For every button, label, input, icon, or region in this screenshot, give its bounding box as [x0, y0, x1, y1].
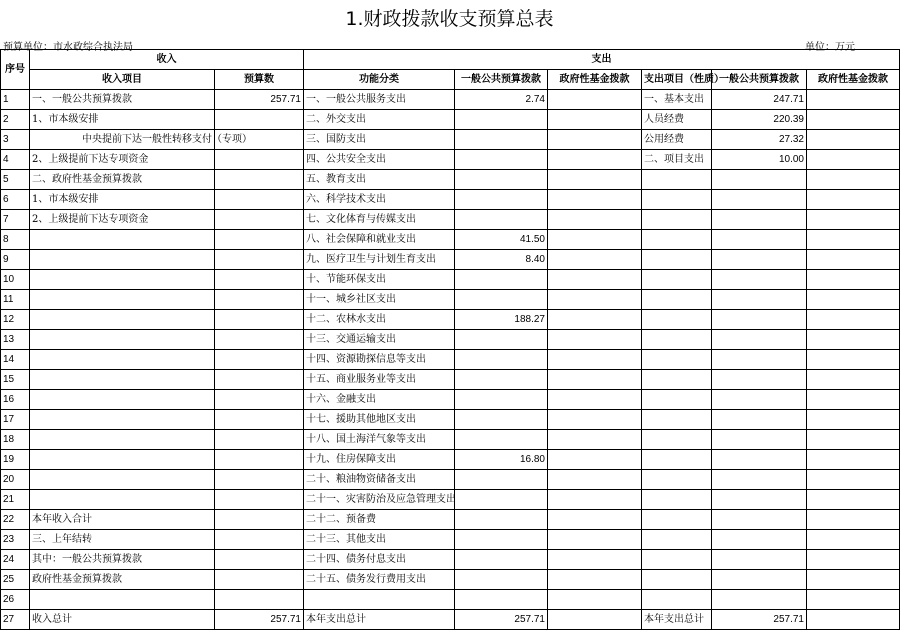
general-public-amount-2-cell: [712, 550, 807, 570]
gov-fund-amount-2-cell: [807, 470, 900, 490]
general-public-amount-cell: [455, 490, 548, 510]
func-class-cell: 十三、交通运输支出: [304, 330, 455, 350]
income-item-cell: [30, 290, 215, 310]
general-public-amount-cell: [455, 470, 548, 490]
income-amount-cell: [215, 450, 304, 470]
income-item-cell: [30, 350, 215, 370]
row-seq-cell: 17: [1, 410, 30, 430]
income-item-cell: [30, 590, 215, 610]
table-row: [1, 230, 900, 250]
budget-summary-table: [0, 49, 900, 630]
row-seq-cell: 16: [1, 390, 30, 410]
general-public-amount-cell: [455, 210, 548, 230]
income-item-cell: [30, 470, 215, 490]
func-class-cell: 二十五、债务发行费用支出: [304, 570, 455, 590]
table-row: [1, 450, 900, 470]
exp-item-cell: [642, 250, 712, 270]
table-row: [1, 550, 900, 570]
gov-fund-amount-2-cell: [807, 450, 900, 470]
table-row: [1, 90, 900, 110]
row-seq-cell: 14: [1, 350, 30, 370]
gov-fund-amount-cell: [548, 510, 642, 530]
income-amount-cell: [215, 270, 304, 290]
general-public-amount-2-cell: [712, 490, 807, 510]
gov-fund-amount-2-cell: [807, 530, 900, 550]
general-public-amount-cell: 257.71: [455, 610, 548, 630]
general-public-amount-2-cell: 247.71: [712, 90, 807, 110]
income-item-cell: [30, 250, 215, 270]
general-public-amount-2-cell: [712, 450, 807, 470]
table-row: [1, 610, 900, 630]
gov-fund-amount-cell: [548, 270, 642, 290]
gov-fund-amount-cell: [548, 150, 642, 170]
row-seq-cell: 18: [1, 430, 30, 450]
general-public-amount-2-cell: 257.71: [712, 610, 807, 630]
exp-item-cell: 二、项目支出: [642, 150, 712, 170]
header-gov-fund-2: 政府性基金拨款: [807, 70, 900, 90]
row-seq-cell: 26: [1, 590, 30, 610]
income-item-cell: [30, 410, 215, 430]
gov-fund-amount-cell: [548, 530, 642, 550]
row-seq-cell: 19: [1, 450, 30, 470]
func-class-cell: 十九、住房保障支出: [304, 450, 455, 470]
income-item-cell: 三、上年结转: [30, 530, 215, 550]
income-item-cell: [30, 390, 215, 410]
row-seq-cell: 11: [1, 290, 30, 310]
gov-fund-amount-2-cell: [807, 410, 900, 430]
general-public-amount-2-cell: [712, 190, 807, 210]
gov-fund-amount-2-cell: [807, 550, 900, 570]
general-public-amount-cell: [455, 330, 548, 350]
func-class-cell: 二十二、预备费: [304, 510, 455, 530]
general-public-amount-cell: [455, 430, 548, 450]
gov-fund-amount-cell: [548, 330, 642, 350]
general-public-amount-2-cell: 27.32: [712, 130, 807, 150]
exp-item-cell: [642, 210, 712, 230]
func-class-cell: 十五、商业服务业等支出: [304, 370, 455, 390]
general-public-amount-cell: [455, 530, 548, 550]
row-seq-cell: 24: [1, 550, 30, 570]
general-public-amount-cell: [455, 150, 548, 170]
row-seq-cell: 23: [1, 530, 30, 550]
func-class-cell: 二、外交支出: [304, 110, 455, 130]
func-class-cell: 六、科学技术支出: [304, 190, 455, 210]
income-item-cell: 本年收入合计: [30, 510, 215, 530]
table-row: [1, 130, 900, 150]
gov-fund-amount-cell: [548, 490, 642, 510]
income-item-cell: 2、上级提前下达专项资金: [30, 150, 215, 170]
table-row: [1, 490, 900, 510]
header-budget: 预算数: [215, 70, 304, 90]
table-row: [1, 530, 900, 550]
income-item-cell: [30, 270, 215, 290]
func-class-cell: 九、医疗卫生与计划生育支出: [304, 250, 455, 270]
budget-unit-label: 预算单位：市水政综合执法局: [3, 42, 133, 53]
row-seq-cell: 20: [1, 470, 30, 490]
exp-item-cell: [642, 390, 712, 410]
gov-fund-amount-2-cell: [807, 490, 900, 510]
income-amount-cell: [215, 510, 304, 530]
func-class-cell: 二十一、灾害防治及应急管理支出: [304, 490, 455, 510]
general-public-amount-2-cell: [712, 270, 807, 290]
general-public-amount-cell: [455, 570, 548, 590]
gov-fund-amount-cell: [548, 230, 642, 250]
income-amount-cell: [215, 550, 304, 570]
gov-fund-amount-cell: [548, 190, 642, 210]
gov-fund-amount-cell: [548, 390, 642, 410]
general-public-amount-2-cell: [712, 210, 807, 230]
income-amount-cell: [215, 290, 304, 310]
table-row: [1, 470, 900, 490]
general-public-amount-cell: [455, 390, 548, 410]
income-item-cell: [30, 450, 215, 470]
gov-fund-amount-cell: [548, 430, 642, 450]
gov-fund-amount-cell: [548, 90, 642, 110]
income-amount-cell: [215, 410, 304, 430]
exp-item-cell: [642, 310, 712, 330]
header-gov-fund: 政府性基金拨款: [548, 70, 642, 90]
income-item-cell: 收入总计: [30, 610, 215, 630]
general-public-amount-2-cell: [712, 510, 807, 530]
gov-fund-amount-2-cell: [807, 610, 900, 630]
gov-fund-amount-cell: [548, 610, 642, 630]
table-row: [1, 210, 900, 230]
gov-fund-amount-2-cell: [807, 510, 900, 530]
table-row: [1, 370, 900, 390]
exp-item-cell: [642, 170, 712, 190]
exp-item-cell: [642, 590, 712, 610]
gov-fund-amount-2-cell: [807, 230, 900, 250]
func-class-cell: 本年支出总计: [304, 610, 455, 630]
table-row: [1, 110, 900, 130]
func-class-cell: 十、节能环保支出: [304, 270, 455, 290]
gov-fund-amount-2-cell: [807, 130, 900, 150]
exp-item-cell: [642, 430, 712, 450]
func-class-cell: 四、公共安全支出: [304, 150, 455, 170]
func-class-cell: 二十、粮油物资储备支出: [304, 470, 455, 490]
gov-fund-amount-2-cell: [807, 350, 900, 370]
header-income-item: 收入项目: [30, 70, 215, 90]
func-class-cell: 十七、援助其他地区支出: [304, 410, 455, 430]
row-seq-cell: 6: [1, 190, 30, 210]
gov-fund-amount-cell: [548, 590, 642, 610]
row-seq-cell: 8: [1, 230, 30, 250]
general-public-amount-cell: [455, 350, 548, 370]
income-amount-cell: [215, 210, 304, 230]
income-amount-cell: [215, 370, 304, 390]
income-amount-cell: [215, 470, 304, 490]
general-public-amount-cell: [455, 410, 548, 430]
general-public-amount-cell: 41.50: [455, 230, 548, 250]
table-row: [1, 150, 900, 170]
gov-fund-amount-cell: [548, 370, 642, 390]
table-row: [1, 270, 900, 290]
income-amount-cell: [215, 110, 304, 130]
table-row: [1, 410, 900, 430]
func-class-cell: 二十四、债务付息支出: [304, 550, 455, 570]
func-class-cell: 五、教育支出: [304, 170, 455, 190]
income-item-cell: [30, 230, 215, 250]
header-expense: 支出: [304, 50, 900, 70]
exp-item-cell: [642, 550, 712, 570]
general-public-amount-cell: [455, 510, 548, 530]
func-class-cell: 二十三、其他支出: [304, 530, 455, 550]
exp-item-cell: [642, 350, 712, 370]
general-public-amount-2-cell: [712, 410, 807, 430]
general-public-amount-cell: 188.27: [455, 310, 548, 330]
general-public-amount-2-cell: [712, 350, 807, 370]
general-public-amount-2-cell: [712, 330, 807, 350]
general-public-amount-cell: [455, 290, 548, 310]
income-amount-cell: [215, 230, 304, 250]
row-seq-cell: 4: [1, 150, 30, 170]
exp-item-cell: [642, 330, 712, 350]
exp-item-cell: [642, 190, 712, 210]
table-row: [1, 250, 900, 270]
exp-item-cell: 本年支出总计: [642, 610, 712, 630]
gov-fund-amount-2-cell: [807, 210, 900, 230]
income-item-cell: 其中：一般公共预算拨款: [30, 550, 215, 570]
exp-item-cell: [642, 490, 712, 510]
gov-fund-amount-cell: [548, 550, 642, 570]
header-exp-item: 支出项目（性质）: [642, 70, 712, 90]
general-public-amount-cell: [455, 370, 548, 390]
header-seq: 序号: [1, 50, 30, 90]
row-seq-cell: 7: [1, 210, 30, 230]
general-public-amount-cell: 16.80: [455, 450, 548, 470]
header-general-public-2: 一般公共预算拨款: [712, 70, 807, 90]
gov-fund-amount-2-cell: [807, 570, 900, 590]
exp-item-cell: [642, 270, 712, 290]
gov-fund-amount-cell: [548, 290, 642, 310]
gov-fund-amount-cell: [548, 130, 642, 150]
gov-fund-amount-cell: [548, 470, 642, 490]
gov-fund-amount-2-cell: [807, 110, 900, 130]
func-class-cell: 三、国防支出: [304, 130, 455, 150]
gov-fund-amount-cell: [548, 410, 642, 430]
income-item-cell: [30, 490, 215, 510]
gov-fund-amount-2-cell: [807, 330, 900, 350]
func-class-cell: 一、一般公共服务支出: [304, 90, 455, 110]
general-public-amount-cell: [455, 590, 548, 610]
exp-item-cell: 公用经费: [642, 130, 712, 150]
income-item-cell: 2、上级提前下达专项资金: [30, 210, 215, 230]
income-amount-cell: [215, 170, 304, 190]
func-class-cell: 七、文化体育与传媒支出: [304, 210, 455, 230]
general-public-amount-cell: 8.40: [455, 250, 548, 270]
gov-fund-amount-cell: [548, 250, 642, 270]
income-amount-cell: [215, 430, 304, 450]
page-title: 1.财政拨款收支预算总表: [345, 8, 554, 30]
func-class-cell: 十一、城乡社区支出: [304, 290, 455, 310]
general-public-amount-2-cell: 220.39: [712, 110, 807, 130]
general-public-amount-2-cell: [712, 230, 807, 250]
func-class-cell: [304, 590, 455, 610]
exp-item-cell: [642, 470, 712, 490]
exp-item-cell: [642, 450, 712, 470]
general-public-amount-cell: [455, 170, 548, 190]
income-amount-cell: [215, 530, 304, 550]
income-amount-cell: [215, 310, 304, 330]
general-public-amount-2-cell: [712, 290, 807, 310]
exp-item-cell: 一、基本支出: [642, 90, 712, 110]
row-seq-cell: 3: [1, 130, 30, 150]
gov-fund-amount-2-cell: [807, 310, 900, 330]
currency-unit-label: 单位：万元: [805, 42, 855, 53]
gov-fund-amount-2-cell: [807, 270, 900, 290]
general-public-amount-2-cell: [712, 570, 807, 590]
table-row: [1, 510, 900, 530]
row-seq-cell: 25: [1, 570, 30, 590]
header-income: 收入: [30, 50, 304, 70]
func-class-cell: 十六、金融支出: [304, 390, 455, 410]
general-public-amount-2-cell: [712, 590, 807, 610]
gov-fund-amount-2-cell: [807, 430, 900, 450]
income-item-cell: [30, 330, 215, 350]
gov-fund-amount-2-cell: [807, 250, 900, 270]
income-amount-cell: [215, 150, 304, 170]
func-class-cell: 十四、资源勘探信息等支出: [304, 350, 455, 370]
income-amount-cell: [215, 390, 304, 410]
gov-fund-amount-cell: [548, 310, 642, 330]
general-public-amount-cell: 2.74: [455, 90, 548, 110]
income-item-cell: [30, 370, 215, 390]
income-item-cell: 1、市本级安排: [30, 190, 215, 210]
row-seq-cell: 2: [1, 110, 30, 130]
income-amount-cell: [215, 250, 304, 270]
gov-fund-amount-cell: [548, 570, 642, 590]
table-row: [1, 350, 900, 370]
income-amount-cell: 257.71: [215, 90, 304, 110]
table-row: [1, 290, 900, 310]
table-row: [1, 330, 900, 350]
income-amount-cell: [215, 590, 304, 610]
gov-fund-amount-2-cell: [807, 390, 900, 410]
gov-fund-amount-2-cell: [807, 90, 900, 110]
general-public-amount-cell: [455, 110, 548, 130]
income-amount-cell: 257.71: [215, 610, 304, 630]
general-public-amount-2-cell: [712, 530, 807, 550]
general-public-amount-cell: [455, 190, 548, 210]
func-class-cell: 八、社会保障和就业支出: [304, 230, 455, 250]
general-public-amount-2-cell: [712, 430, 807, 450]
general-public-amount-2-cell: [712, 470, 807, 490]
income-item-cell: 二、政府性基金预算拨款: [30, 170, 215, 190]
gov-fund-amount-2-cell: [807, 370, 900, 390]
general-public-amount-2-cell: [712, 370, 807, 390]
table-row: [1, 190, 900, 210]
header-general-public: 一般公共预算拨款: [455, 70, 548, 90]
row-seq-cell: 15: [1, 370, 30, 390]
table-row: [1, 390, 900, 410]
exp-item-cell: 人员经费: [642, 110, 712, 130]
gov-fund-amount-cell: [548, 350, 642, 370]
general-public-amount-cell: [455, 270, 548, 290]
table-row: [1, 570, 900, 590]
income-item-cell: 1、市本级安排: [30, 110, 215, 130]
row-seq-cell: 27: [1, 610, 30, 630]
gov-fund-amount-cell: [548, 170, 642, 190]
gov-fund-amount-cell: [548, 210, 642, 230]
header-func-class: 功能分类: [304, 70, 455, 90]
gov-fund-amount-cell: [548, 450, 642, 470]
func-class-cell: 十八、国土海洋气象等支出: [304, 430, 455, 450]
row-seq-cell: 1: [1, 90, 30, 110]
income-amount-cell: [215, 330, 304, 350]
income-item-cell: 一、一般公共预算拨款: [30, 90, 215, 110]
income-item-cell: 政府性基金预算拨款: [30, 570, 215, 590]
general-public-amount-2-cell: [712, 170, 807, 190]
income-item-cell: [30, 310, 215, 330]
general-public-amount-2-cell: 10.00: [712, 150, 807, 170]
income-item-cell: [30, 430, 215, 450]
general-public-amount-cell: [455, 130, 548, 150]
exp-item-cell: [642, 530, 712, 550]
table-row: [1, 170, 900, 190]
row-seq-cell: 22: [1, 510, 30, 530]
general-public-amount-cell: [455, 550, 548, 570]
gov-fund-amount-2-cell: [807, 290, 900, 310]
func-class-cell: 十二、农林水支出: [304, 310, 455, 330]
row-seq-cell: 5: [1, 170, 30, 190]
general-public-amount-2-cell: [712, 250, 807, 270]
income-amount-cell: [215, 570, 304, 590]
row-seq-cell: 12: [1, 310, 30, 330]
gov-fund-amount-2-cell: [807, 170, 900, 190]
general-public-amount-2-cell: [712, 390, 807, 410]
row-seq-cell: 9: [1, 250, 30, 270]
income-amount-cell: [215, 190, 304, 210]
exp-item-cell: [642, 410, 712, 430]
general-public-amount-2-cell: [712, 310, 807, 330]
exp-item-cell: [642, 510, 712, 530]
exp-item-cell: [642, 290, 712, 310]
exp-item-cell: [642, 370, 712, 390]
income-amount-cell: [215, 490, 304, 510]
income-item-cell: 中央提前下达一般性转移支付（专项）: [30, 130, 215, 150]
exp-item-cell: [642, 570, 712, 590]
row-seq-cell: 21: [1, 490, 30, 510]
gov-fund-amount-2-cell: [807, 150, 900, 170]
income-amount-cell: [215, 350, 304, 370]
row-seq-cell: 13: [1, 330, 30, 350]
table-row: [1, 590, 900, 610]
gov-fund-amount-2-cell: [807, 590, 900, 610]
table-row: [1, 310, 900, 330]
table-row: [1, 430, 900, 450]
gov-fund-amount-cell: [548, 110, 642, 130]
gov-fund-amount-2-cell: [807, 190, 900, 210]
exp-item-cell: [642, 230, 712, 250]
row-seq-cell: 10: [1, 270, 30, 290]
